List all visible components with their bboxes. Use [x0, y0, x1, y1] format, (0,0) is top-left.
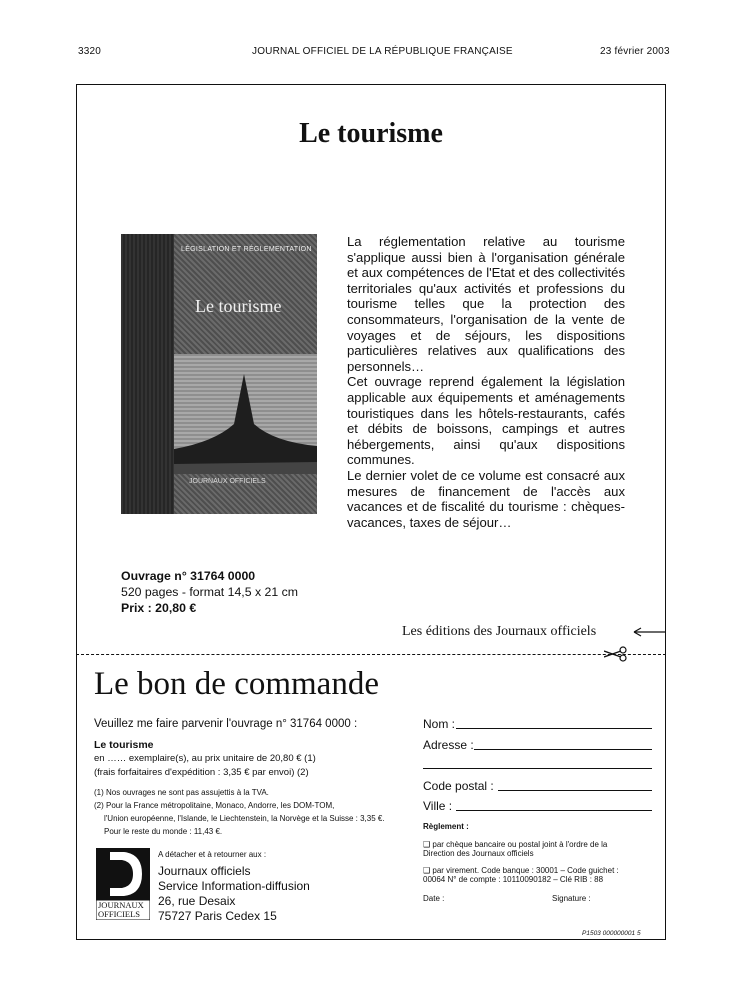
order-title: Le bon de commande [94, 666, 379, 702]
address-line: 75727 Paris Cedex 15 [158, 909, 277, 923]
code-postal-label: Code postal : [423, 779, 494, 793]
cheque-option[interactable]: ❑ par chèque bancaire ou postal joint à l'ordre de la Direction des Journaux officiels [423, 840, 608, 858]
description-paragraph: Cet ouvrage reprend également la législation applicable aux équipements et aménagements touristiques dans les hôtels-restaurants, cafés et débits de boissons, campings et autres hébergements, ainsi qu'aux dispositions communes. [347, 374, 625, 468]
order-note: (1) Nos ouvrages ne sont pas assujettis à la TVA. [94, 788, 269, 797]
order-intro: Veuillez me faire parvenir l'ouvrage n° 31764 0000 : [94, 718, 358, 730]
cover-photo [174, 354, 317, 474]
order-fees: (frais forfaitaires d'expédition : 3,35 € par envoi) (2) [94, 767, 309, 778]
adresse-label: Adresse : [423, 738, 474, 752]
date-label: Date : [423, 894, 445, 903]
address-line: 26, rue Desaix [158, 894, 236, 908]
book-reference [121, 568, 298, 616]
order-note: (2) Pour la France métropolitaine, Monaco, Andorre, les DOM-TOM, [94, 801, 335, 810]
book-cover [121, 234, 317, 514]
logo-text-2: OFFICIELS [98, 909, 141, 919]
ville-field[interactable] [456, 810, 652, 811]
order-note: l'Union européenne, l'Islande, le Liechtenstein, la Norvège et la Suisse : 3,35 €. [104, 814, 385, 823]
cover-band [121, 234, 174, 514]
arrow-left-icon [632, 626, 666, 638]
adresse-field-2[interactable] [423, 768, 652, 769]
order-book: Le tourisme [94, 739, 154, 751]
adresse-field[interactable] [474, 749, 652, 750]
order-note: Pour le reste du monde : 11,43 €. [104, 827, 223, 836]
detach-label: A détacher et à retourner aux : [158, 850, 267, 859]
book-description [347, 234, 625, 530]
ouvrage-number: Ouvrage n° 31764 0000 [121, 569, 256, 583]
nom-field[interactable] [456, 728, 652, 729]
journaux-officiels-logo [96, 848, 150, 920]
form-reference: P1503 000000001 5 [582, 930, 641, 937]
cut-line [76, 654, 666, 655]
logo-text-1: JOURNAUX [98, 900, 144, 910]
mont-saint-michel-photo [174, 354, 317, 474]
scissors-icon [604, 646, 628, 662]
description-paragraph: Le dernier volet de ce volume est consacré aux mesures de financement de l'accès aux vacances et de fiscalité du tourisme : chèques-vacances, taxes de séjour… [347, 467, 625, 530]
signature-label: Signature : [552, 894, 591, 903]
nom-label: Nom : [423, 717, 456, 731]
virement-option[interactable]: ❑ par virement. Code banque : 30001 – Code guichet : 00064 N° de compte : 10110090182 – Clé RIB : 88 [423, 866, 619, 884]
order-quantity[interactable]: en …… exemplaire(s), au prix unitaire de 20,80 € (1) [94, 753, 316, 764]
ville-label: Ville : [423, 799, 453, 813]
cover-title: Le tourisme [195, 296, 282, 316]
reglement-label: Règlement : [423, 822, 469, 831]
return-address [158, 864, 310, 924]
address-line: Service Information-diffusion [158, 879, 310, 893]
cover-series: LÉGISLATION ET RÉGLEMENTATION [181, 246, 312, 253]
cover-publisher: JOURNAUX OFFICIELS [189, 478, 266, 485]
editions-label: Les éditions des Journaux officiels [402, 624, 597, 639]
header-date: 23 février 2003 [600, 46, 670, 57]
book-format: 520 pages - format 14,5 x 21 cm [121, 585, 299, 599]
address-line: Journaux officiels [158, 864, 251, 878]
page-number: 3320 [78, 46, 102, 57]
journal-title: JOURNAL OFFICIEL DE LA RÉPUBLIQUE FRANÇAISE [252, 46, 513, 57]
code-postal-field[interactable] [498, 790, 652, 791]
book-title: Le tourisme [299, 118, 443, 149]
book-price: Prix : 20,80 € [121, 601, 197, 615]
description-paragraph: La réglementation relative au tourisme s'applique aussi bien à l'organisation générale et aux compétences de l'Etat et des collectivités territoriales qu'aux activités et professions du tourisme telles que la protection des consommateurs, l'organisation de la vente de voyages et de séjours, les dispositions particulières relatives aux qualifications des personnels… [347, 234, 625, 374]
